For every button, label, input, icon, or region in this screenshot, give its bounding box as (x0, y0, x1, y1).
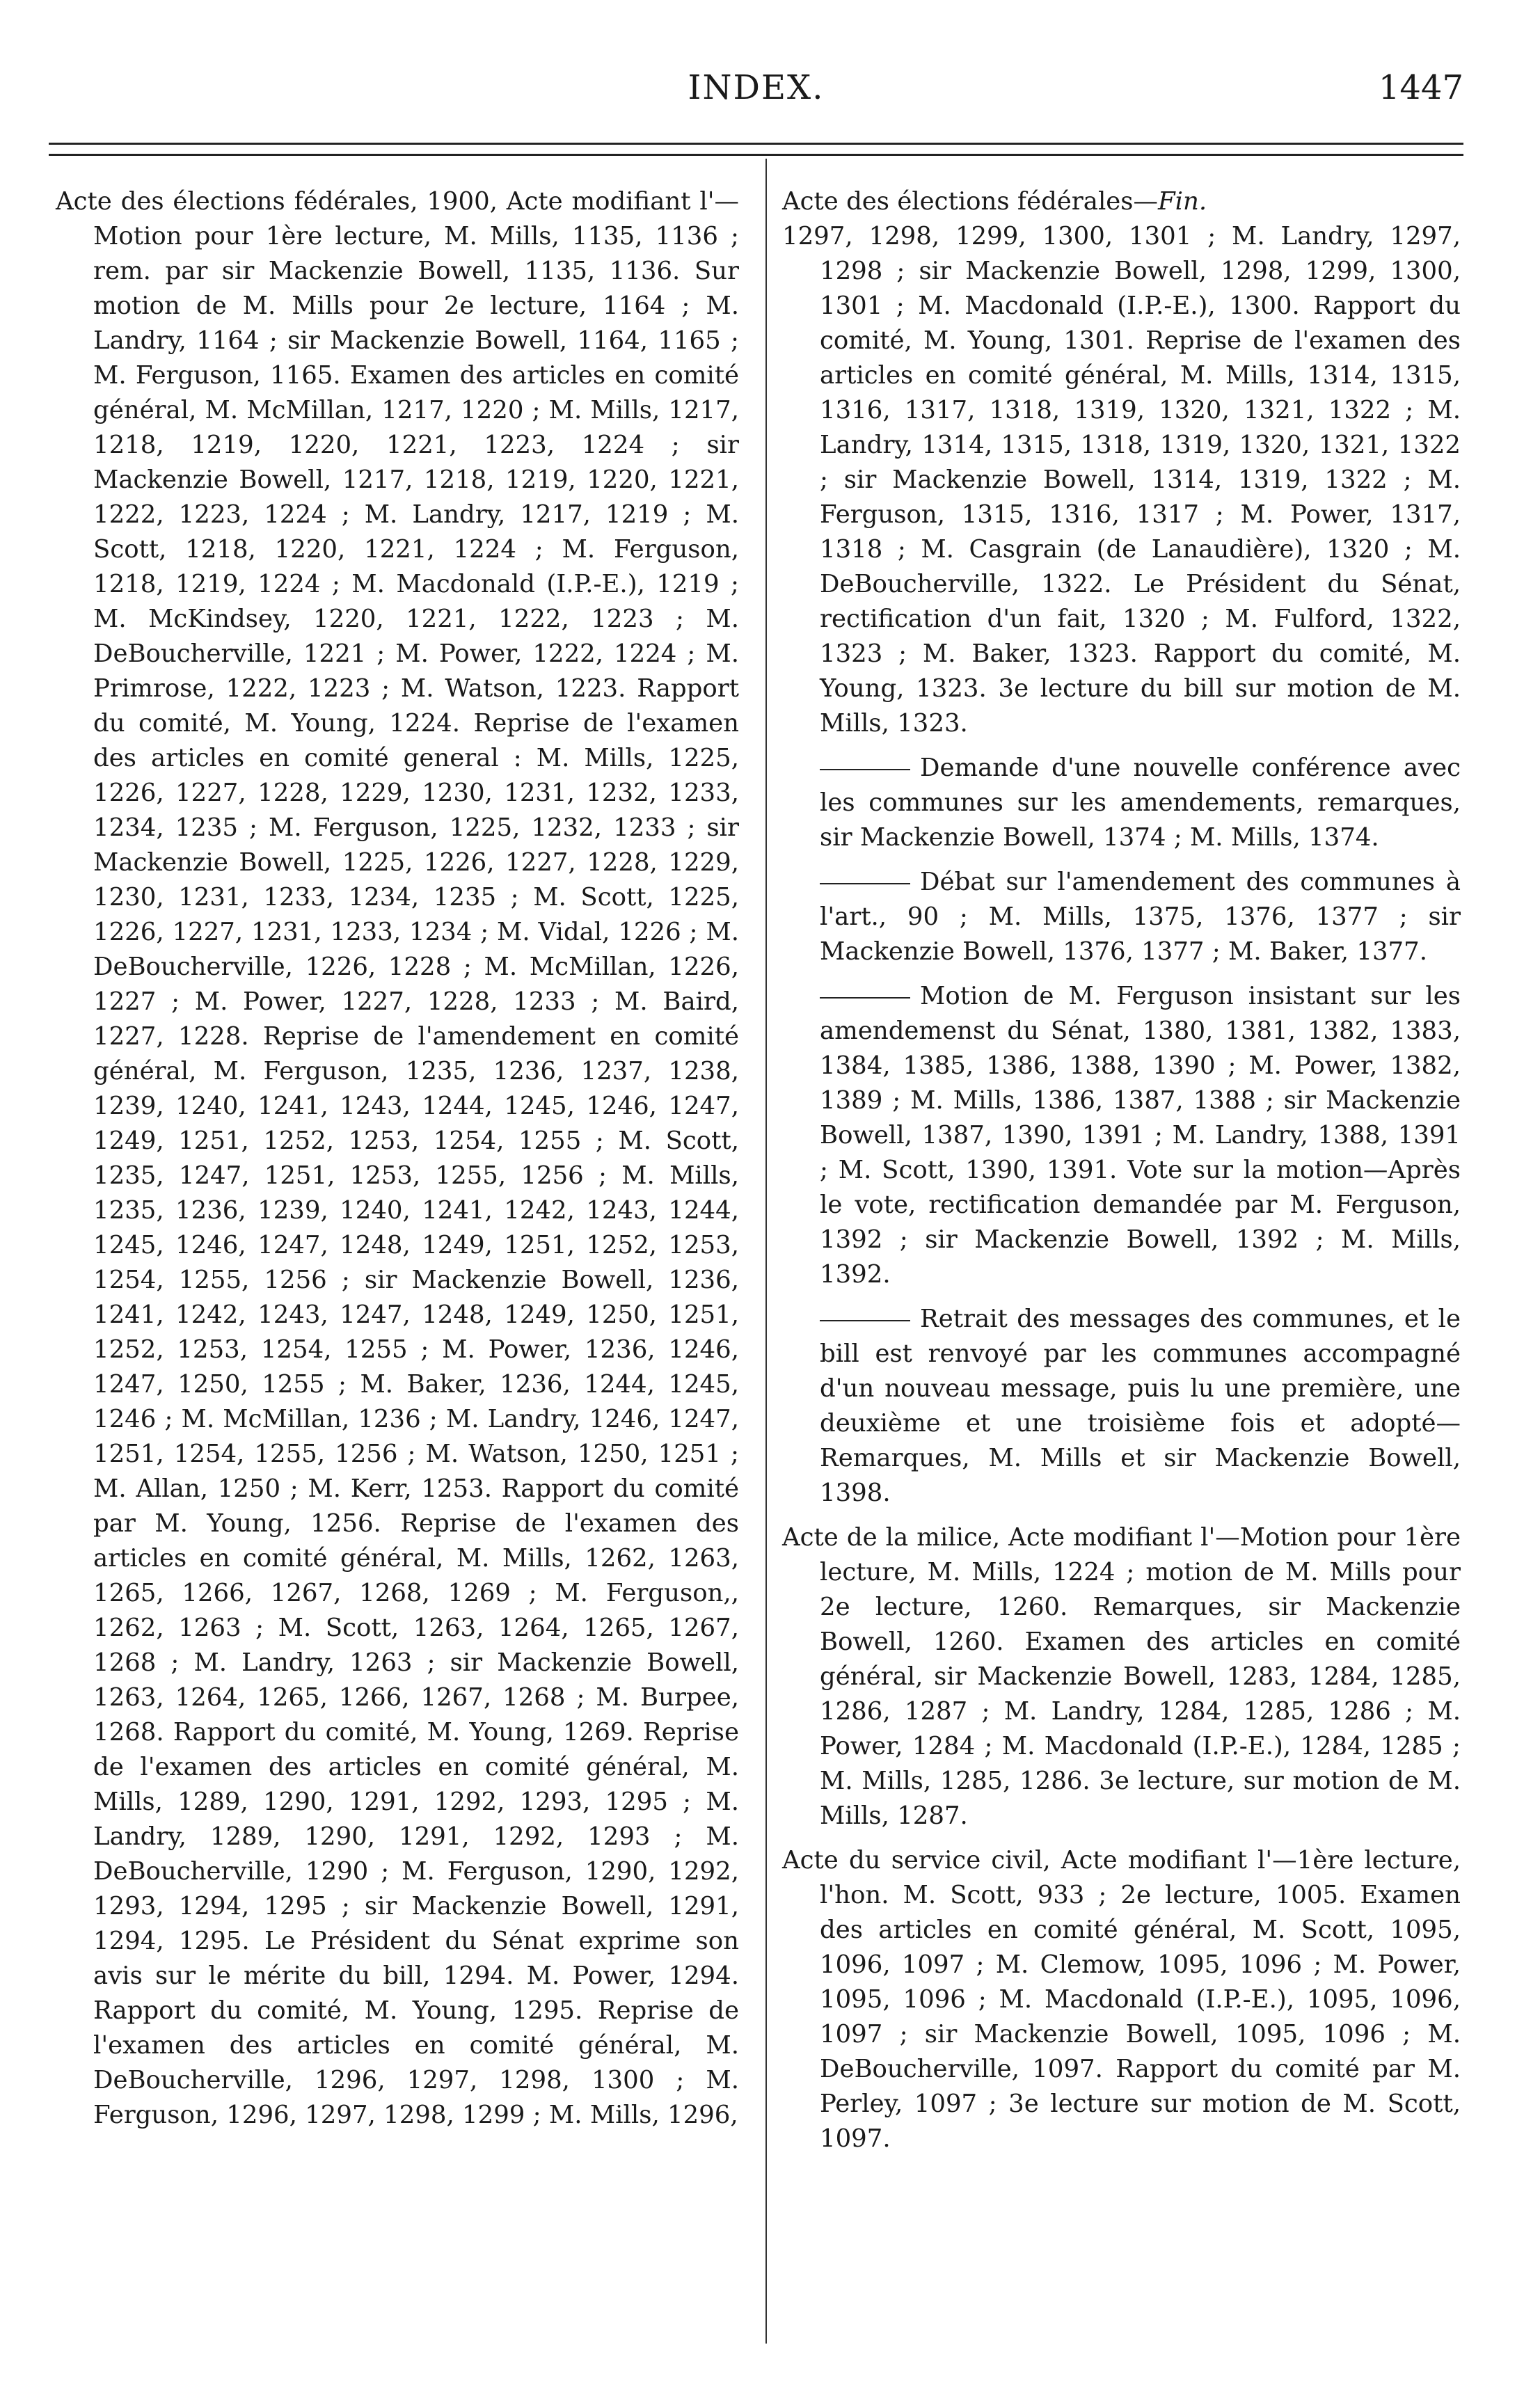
continuation-fin: Fin. (1158, 187, 1207, 216)
right-column (782, 184, 1461, 2166)
sub-entry-text: Débat sur l'amendement des communes à l'art., 90 ; M. Mills, 1375, 1376, 1377 ; sir Mackenzie Bowell, 1376, 1377 ; M. Baker, 1377. (820, 868, 1461, 966)
sub-entry-text: Demande d'une nouvelle conférence avec les communes sur les amendements, remarques, sir Mackenzie Bowell, 1374 ; M. Mills, 1374. (820, 754, 1461, 852)
header-rule-bottom (49, 154, 1463, 156)
dash-rule (820, 1320, 910, 1321)
sub-entry-debat-amendement (782, 865, 1461, 969)
sub-entry-nouvelle-conference (782, 751, 1461, 855)
sub-entry-retrait-messages (782, 1302, 1461, 1511)
sub-entry-motion-ferguson (782, 979, 1461, 1292)
continuation-heading: Acte des élections fédérales— (782, 187, 1159, 216)
running-head (49, 68, 1463, 117)
dash-rule (820, 997, 910, 999)
sub-entry-text: Motion de M. Ferguson insistant sur les amendemenst du Sénat, 1380, 1381, 1382, 1383, 1384, 1385, 1386, 1388, 1390 ; M. Power, 1382, 1389 ; M. Mills, 1386, 1387, 1388 ; sir Mackenzie Bowell, 1387, 1390, 1391 ; M. Landry, 1388, 1391 ; M. Scott, 1390, 1391. Vote sur la motion—Après le vote, rectification demandée par M. Ferguson, 1392 ; sir Mackenzie Bowell, 1392 ; M. Mills, 1392. (820, 982, 1461, 1289)
index-entry-milice: Acte de la milice, Acte modifiant l'—Motion pour 1ère lecture, M. Mills, 1224 ; motion de M. Mills pour 2e lecture, 1260. Remarques, sir Mackenzie Bowell, 1260. Examen des articles en comité général, sir Mackenzie Bowell, 1283, 1284, 1285, 1286, 1287 ; M. Landry, 1284, 1285, 1286 ; M. Power, 1284 ; M. Macdonald (I.P.-E.), 1284, 1285 ; M. Mills, 1285, 1286. 3e lecture, sur motion de M. Mills, 1287. (782, 1523, 1461, 1830)
page-title: INDEX. (688, 68, 825, 107)
index-entry-service-civil: Acte du service civil, Acte modifiant l'—1ère lecture, l'hon. M. Scott, 933 ; 2e lecture, 1005. Examen des articles en comité général, M. Scott, 1095, 1096, 1097 ; M. Clemow, 1095, 1096 ; M. Power, 1095, 1096 ; M. Macdonald (I.P.-E.), 1095, 1096, 1097 ; sir Mackenzie Bowell, 1095, 1096 ; M. DeBoucherville, 1097. Rapport du comité par M. Perley, 1097 ; 3e lecture sur motion de M. Scott, 1097. (782, 1846, 1461, 2153)
dash-rule (820, 883, 910, 884)
dash-rule (820, 769, 910, 770)
header-rule-top (49, 143, 1463, 145)
page-number: 1447 (1378, 68, 1463, 107)
sub-entry-text: Retrait des messages des communes, et le bill est renvoyé par les communes accompagné d'un nouveau message, puis lu une première, une deuxième et une troisième fois et adopté—Remarques, M. Mills et sir Mackenzie Bowell, 1398. (820, 1305, 1461, 1507)
continuation-text: 1297, 1298, 1299, 1300, 1301 ; M. Landry, 1297, 1298 ; sir Mackenzie Bowell, 1298, 1299, 1300, 1301 ; M. Macdonald (I.P.-E.), 1300. Rapport du comité, M. Young, 1301. Reprise de l'examen des articles en comité général, M. Mills, 1314, 1315, 1316, 1317, 1318, 1319, 1320, 1321, 1322 ; M. Landry, 1314, 1315, 1318, 1319, 1320, 1321, 1322 ; sir Mackenzie Bowell, 1314, 1319, 1322 ; M. Ferguson, 1315, 1316, 1317 ; M. Power, 1317, 1318 ; M. Casgrain (de Lanaudière), 1320 ; M. DeBoucherville, 1322. Le Président du Sénat, rectification d'un fait, 1320 ; M. Fulford, 1322, 1323 ; M. Baker, 1323. Rapport du comité, M. Young, 1323. 3e lecture du bill sur motion de M. Mills, 1323. (782, 222, 1461, 738)
column-divider (765, 159, 767, 2344)
index-entry-elections: Acte des élections fédérales, 1900, Acte modifiant l'—Motion pour 1ère lecture, M. Mills, 1135, 1136 ; rem. par sir Mackenzie Bowell, 1135, 1136. Sur motion de M. Mills pour 2e lecture, 1164 ; M. Landry, 1164 ; sir Mackenzie Bowell, 1164, 1165 ; M. Ferguson, 1165. Examen des articles en comité général, M. McMillan, 1217, 1220 ; M. Mills, 1217, 1218, 1219, 1220, 1221, 1223, 1224 ; sir Mackenzie Bowell, 1217, 1218, 1219, 1220, 1221, 1222, 1223, 1224 ; M. Landry, 1217, 1219 ; M. Scott, 1218, 1220, 1221, 1224 ; M. Ferguson, 1218, 1219, 1224 ; M. Macdonald (I.P.-E.), 1219 ; M. McKindsey, 1220, 1221, 1222, 1223 ; M. DeBoucherville, 1221 ; M. Power, 1222, 1224 ; M. Primrose, 1222, 1223 ; M. Watson, 1223. Rapport du comité, M. Young, 1224. Reprise de l'examen des articles en comité general : M. Mills, 1225, 1226, 1227, 1228, 1229, 1230, 1231, 1232, 1233, 1234, 1235 ; M. Ferguson, 1225, 1232, 1233 ; sir Mackenzie Bowell, 1225, 1226, 1227, 1228, 1229, 1230, 1231, 1233, 1234, 1235 ; M. Scott, 1225, 1226, 1227, 1231, 1233, 1234 ; M. Vidal, 1226 ; M. DeBoucherville, 1226, 1228 ; M. McMillan, 1226, 1227 ; M. Power, 1227, 1228, 1233 ; M. Baird, 1227, 1228. Reprise de l'amendement en comité général, M. Ferguson, 1235, 1236, 1237, 1238, 1239, 1240, 1241, 1243, 1244, 1245, 1246, 1247, 1249, 1251, 1252, 1253, 1254, 1255 ; M. Scott, 1235, 1247, 1251, 1253, 1255, 1256 ; M. Mills, 1235, 1236, 1239, 1240, 1241, 1242, 1243, 1244, 1245, 1246, 1247, 1248, 1249, 1251, 1252, 1253, 1254, 1255, 1256 ; sir Mackenzie Bowell, 1236, 1241, 1242, 1243, 1247, 1248, 1249, 1250, 1251, 1252, 1253, 1254, 1255 ; M. Power, 1236, 1246, 1247, 1250, 1255 ; M. Baker, 1236, 1244, 1245, 1246 ; M. McMillan, 1236 ; M. Landry, 1246, 1247, 1251, 1254, 1255, 1256 ; M. Watson, 1250, 1251 ; M. Allan, 1250 ; M. Kerr, 1253. Rapport du comité par M. Young, 1256. Reprise de l'examen des articles en comité général, M. Mills, 1262, 1263, 1265, 1266, 1267, 1268, 1269 ; M. Ferguson,, 1262, 1263 ; M. Scott, 1263, 1264, 1265, 1267, 1268 ; M. Landry, 1263 ; sir Mackenzie Bowell, 1263, 1264, 1265, 1266, 1267, 1268 ; M. Burpee, 1268. Rapport du comité, M. Young, 1269. Reprise de l'examen des articles en comité général, M. Mills, 1289, 1290, 1291, 1292, 1293, 1295 ; M. Landry, 1289, 1290, 1291, 1292, 1293 ; M. DeBoucherville, 1290 ; M. Ferguson, 1290, 1292, 1293, 1294, 1295 ; sir Mackenzie Bowell, 1291, 1294, 1295. Le Président du Sénat exprime son avis sur le mérite du bill, 1294. M. Power, 1294. Rapport du comité, M. Young, 1295. Reprise de l'examen des articles en comité général, M. DeBoucherville, 1296, 1297, 1298, 1300 ; M. Ferguson, 1296, 1297, 1298, 1299 ; M. Mills, 1296, (56, 187, 739, 2129)
index-entry-elections-continued (782, 184, 1461, 741)
left-column (56, 184, 739, 2142)
